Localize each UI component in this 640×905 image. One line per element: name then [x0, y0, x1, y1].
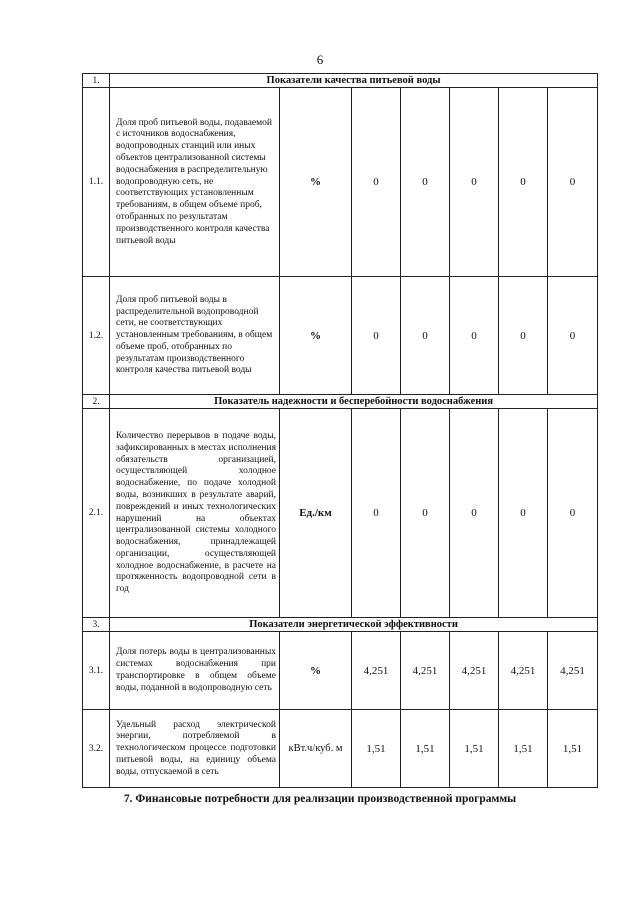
row-value: 0	[352, 409, 401, 618]
section-header-row	[83, 74, 598, 88]
row-value: 1,51	[352, 710, 401, 788]
row-value: 4,251	[548, 632, 598, 710]
row-value: 4,251	[352, 632, 401, 710]
page-number: 6	[316, 52, 324, 67]
row-value: 4,251	[499, 632, 548, 710]
row-unit: кВт.ч/куб. м	[280, 710, 352, 788]
row-value: 0	[352, 277, 401, 395]
row-value: 0	[401, 409, 450, 618]
row-description: Удельный расход электрической энергии, потребляемой в технологическом процессе подготовки питьевой воды, на единицу объема воды, отпускаемой в сеть	[110, 710, 280, 788]
indicators-table	[82, 73, 598, 788]
row-value: 0	[352, 88, 401, 277]
row-value: 0	[450, 277, 499, 395]
table-row	[83, 632, 598, 710]
row-unit: %	[280, 88, 352, 277]
section-number: 1.	[83, 74, 110, 88]
table-row	[83, 710, 598, 788]
row-number: 1.1.	[83, 88, 110, 277]
row-description: Доля потерь воды в централизованных системах водоснабжения при транспортировке в общем объеме воды, поданной в водопроводную сеть	[110, 632, 280, 710]
row-value: 1,51	[499, 710, 548, 788]
row-value: 0	[401, 88, 450, 277]
table-row	[83, 409, 598, 618]
row-value: 0	[499, 277, 548, 395]
section-header-row	[83, 618, 598, 632]
section-title: Показатель надежности и бесперебойности водоснабжения	[110, 395, 598, 409]
row-value: 0	[548, 88, 598, 277]
table-row	[83, 88, 598, 277]
row-value: 0	[548, 277, 598, 395]
section-number: 2.	[83, 395, 110, 409]
section-number: 3.	[83, 618, 110, 632]
row-value: 4,251	[401, 632, 450, 710]
row-unit: %	[280, 277, 352, 395]
row-unit: Ед./км	[280, 409, 352, 618]
row-value: 4,251	[450, 632, 499, 710]
row-value: 0	[401, 277, 450, 395]
row-description: Доля проб питьевой воды в распределительной водопроводной сети, не соответствующих установленным требованиям, в общем объеме проб, отобранных по результатам производственного контроля качества питьевой воды	[110, 277, 280, 395]
row-value: 0	[499, 88, 548, 277]
row-value: 0	[450, 409, 499, 618]
row-unit: %	[280, 632, 352, 710]
row-value: 0	[499, 409, 548, 618]
section-7-heading: 7. Финансовые потребности для реализации производственной программы	[123, 793, 517, 805]
row-value: 1,51	[401, 710, 450, 788]
section-title: Показатели энергетической эффективности	[110, 618, 598, 632]
table-row	[83, 277, 598, 395]
row-value: 1,51	[450, 710, 499, 788]
row-value: 1,51	[548, 710, 598, 788]
row-number: 1.2.	[83, 277, 110, 395]
row-number: 3.1.	[83, 632, 110, 710]
row-description: Количество перерывов в подаче воды, зафиксированных в местах исполнения обязательств организацией, осуществляющей холодное водоснабжение, по подаче холодной воды, возникших в результате аварий, повреждений и иных технологических нарушений на объектах централизованной системы холодного водоснабжения, принадлежащей организации, осуществляющей холодное водоснабжение, в расчете на протяженность водопроводной сети в год	[110, 409, 280, 618]
row-value: 0	[548, 409, 598, 618]
row-description: Доля проб питьевой воды, подаваемой с источников водоснабжения, водопроводных станций или иных объектов централизованной системы водоснабжения в распределительную водопроводную сеть, не соответствующих установленным требованиям, в общем объеме проб, отобранных по результатам производственного контроля качества питьевой воды	[110, 88, 280, 277]
row-number: 2.1.	[83, 409, 110, 618]
row-value: 0	[450, 88, 499, 277]
section-title: Показатели качества питьевой воды	[110, 74, 598, 88]
row-number: 3.2.	[83, 710, 110, 788]
section-header-row	[83, 395, 598, 409]
